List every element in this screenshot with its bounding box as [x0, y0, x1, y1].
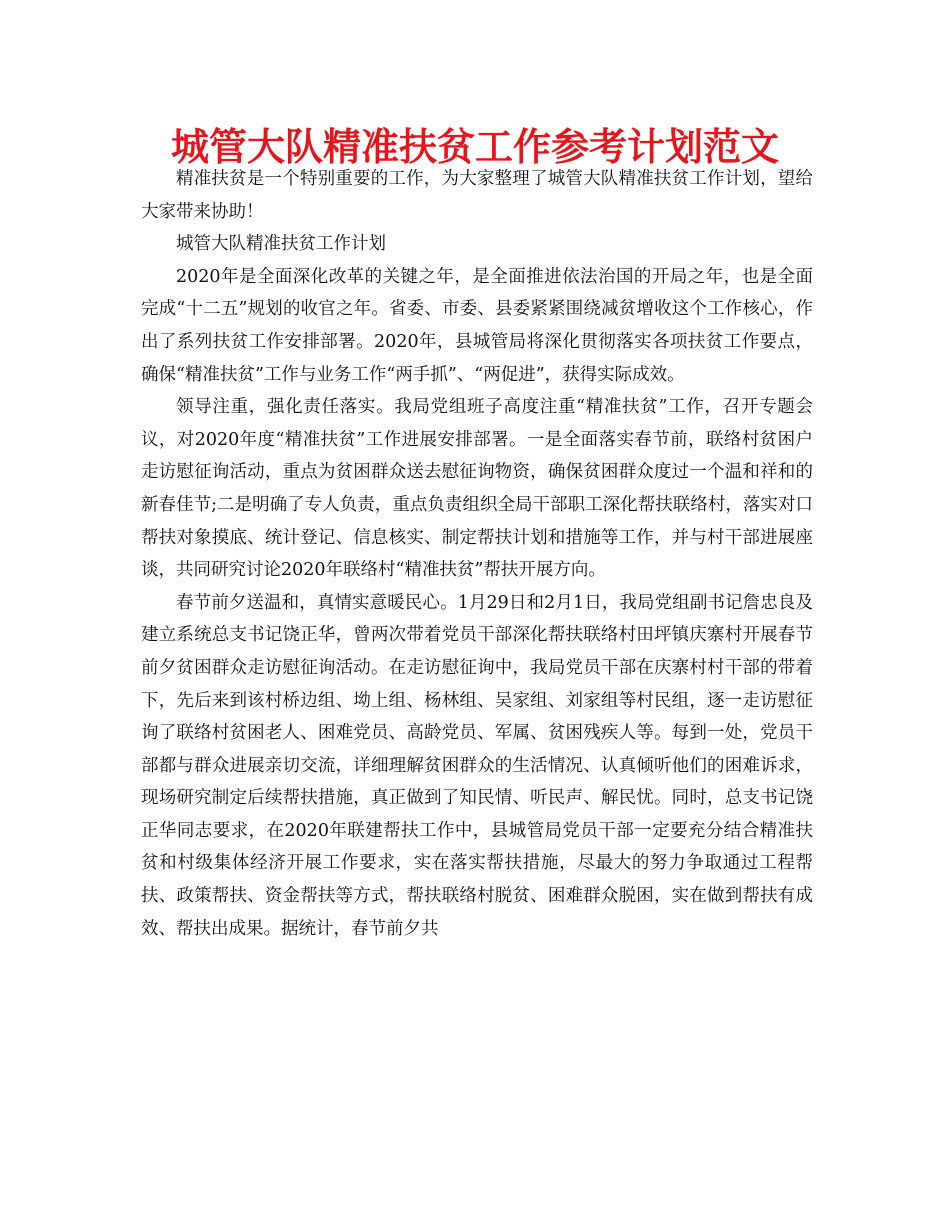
document-body: [141, 163, 813, 945]
intro-paragraph: 精准扶贫是一个特别重要的工作，为大家整理了城管大队精准扶贫工作计划，望给大家带来协助！: [141, 169, 813, 222]
spring-festival-paragraph: 春节前夕送温和，真情实意暖民心。1月29日和2月1日，我局党组副书记詹忠良及建立系统总支书记饶正华，曾两次带着党员干部深化帮扶联络村田坪镇庆寨村开展春节前夕贫困群众走访慰征询活动。在走访慰征询中，我局党员干部在庆寨村村干部的带着下，先后来到该村桥边组、坳上组、杨林组、吴家组、刘家组等村民组，逐一走访慰征询了联络村贫困老人、困难党员、高龄党员、军属、贫困残疾人等。每到一处，党员干部都与群众进展亲切交流，详细理解贫困群众的生活情况、认真倾听他们的困难诉求，现场研究制定后续帮扶措施，真正做到了知民情、听民声、解民忧。同时，总支书记饶正华同志要求，在2020年联建帮扶工作中，县城管局党员干部一定要充分结合精准扶贫和村级集体经济开展工作要求，实在落实帮扶措施，尽最大的努力争取通过工程帮扶、政策帮扶、资金帮扶等方式，帮扶联络村脱贫、困难群众脱困，实在做到帮扶有成效、帮扶出成果。据统计，春节前夕共: [141, 592, 813, 939]
document-title: 城管大队精准扶贫工作参考计划范文: [170, 125, 779, 169]
leadership-paragraph: 领导注重，强化责任落实。我局党组班子高度注重“精准扶贫”工作，召开专题会议，对2020年度“精准扶贫”工作进展安排部署。一是全面落实春节前，联络村贫困户走访慰征询活动，重点为贫困群众送去慰征询物资，确保贫困群众度过一个温和祥和的新春佳节;二是明确了专人负责，重点负责组织全局干部职工深化帮扶联络村，落实对口帮扶对象摸底、统计登记、信息核实、制定帮扶计划和措施等工作，并与村干部进展座谈，共同研究讨论2020年联络村“精准扶贫”帮扶开展方向。: [141, 397, 813, 581]
background-paragraph: 2020年是全面深化改革的关键之年，是全面推进依法治国的开局之年，也是全面完成“十二五”规划的收官之年。省委、市委、县委紧紧围绕减贫增收这个工作核心，作出了系列扶贫工作安排部署。2020年，县城管局将深化贯彻落实各项扶贫工作要点，确保“精准扶贫”工作与业务工作“两手抓”、“两促进”，获得实际成效。: [141, 266, 813, 385]
subtitle-paragraph: 城管大队精准扶贫工作计划: [176, 234, 386, 255]
